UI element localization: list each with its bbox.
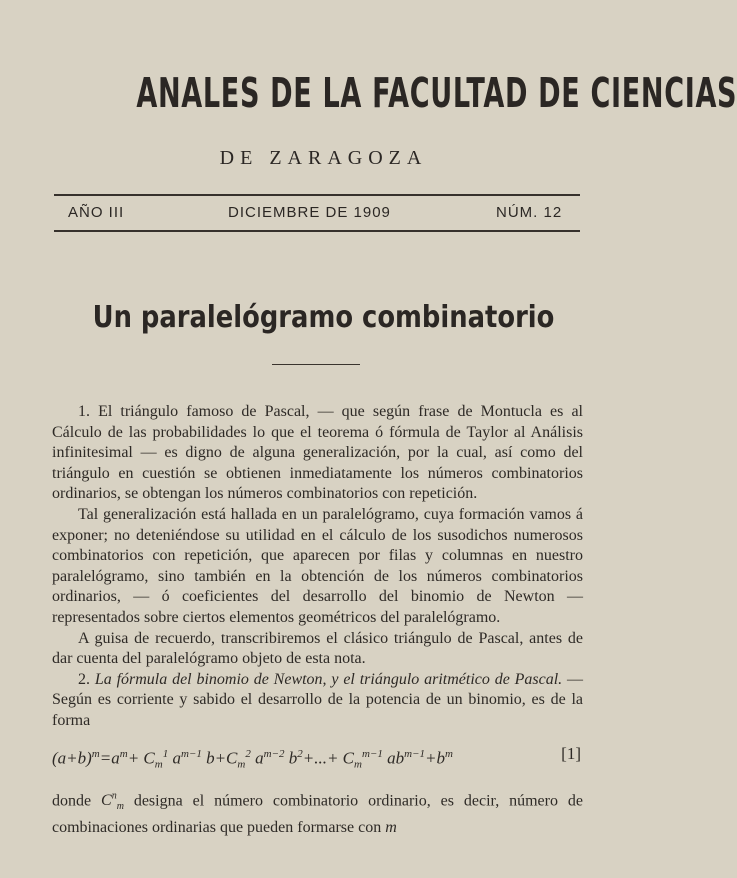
paragraph-5-text: designa el número combinatorio ordinario, es decir, número de combinaciones ordinarias que pueden formarse con — [52, 792, 583, 836]
paragraph-5-start: donde — [52, 792, 102, 810]
journal-subtitle: DE ZARAGOZA — [219, 147, 428, 169]
header-rule-bottom — [54, 230, 580, 232]
journal-title: ANALES DE LA FACULTAD DE CIENCIAS — [136, 69, 737, 117]
article-title: Un paralelógramo combinatorio — [92, 300, 555, 335]
title-divider — [272, 364, 360, 365]
paragraph-3: A guisa de recuerdo, transcribiremos el clásico triángulo de Pascal, antes de dar cuenta del paralelógramo objeto de esta nota. — [52, 629, 583, 668]
paragraph-1: 1. El triángulo famoso de Pascal, — que según frase de Montucla es al Cálculo de las probabilidades lo que el teorema ó fórmula de Taylor al Análisis infinitesimal — es digno de alguna generalización, por la cual, así como del triángulo en cuestión se obtienen inmediatamente los números combinatorios ordinarios, se obtengan los números combinatorios con repetición. — [52, 403, 583, 503]
combinatorial-symbol: $C^n_m$ — [101, 790, 124, 813]
article-body — [52, 402, 583, 838]
section-number: 2. — [78, 670, 90, 688]
section-heading-italic: La fórmula del binomio de Newton, y el triángulo aritmético de Pascal. — [94, 670, 563, 688]
paragraph-2: Tal generalización está hallada en un paralelógramo, cuya formación vamos á exponer; no deteniéndose su utilidad en el cálculo de los susodichos numerosos combinatorios con repetición, que aparecen por filas y columnas en nuestro paralelógramo, sino también en la obtención de los números combinatorios ordinarios, — ó coeficientes del desarrollo del binomio de Newton — representados sobre ciertos elementos geométricos del paralelógramo. — [52, 505, 583, 626]
date-label: DICIEMBRE DE 1909 — [228, 204, 391, 221]
variable-m: m — [385, 818, 397, 836]
paragraph-4-text: — Según es corriente y sabido el desarrollo de la potencia de un binomio, es de la forma — [52, 670, 584, 729]
issue-label: NÚM. 12 — [496, 204, 563, 221]
formula-number: [1] — [561, 743, 581, 763]
header-rule-top — [54, 194, 580, 196]
binomial-formula: $(a+b)^m=a^m+ C_m^1$ $a^{m-1}$ $b+C_m^2$ $a^{m-2}$ $b^2+...+ C_m^{m-1}$ $ab^{m-1}+b^m$ [1] — [52, 743, 581, 771]
year-label: AÑO III — [68, 204, 125, 221]
paragraph-5 — [52, 787, 583, 839]
paragraph-4 — [52, 670, 583, 732]
